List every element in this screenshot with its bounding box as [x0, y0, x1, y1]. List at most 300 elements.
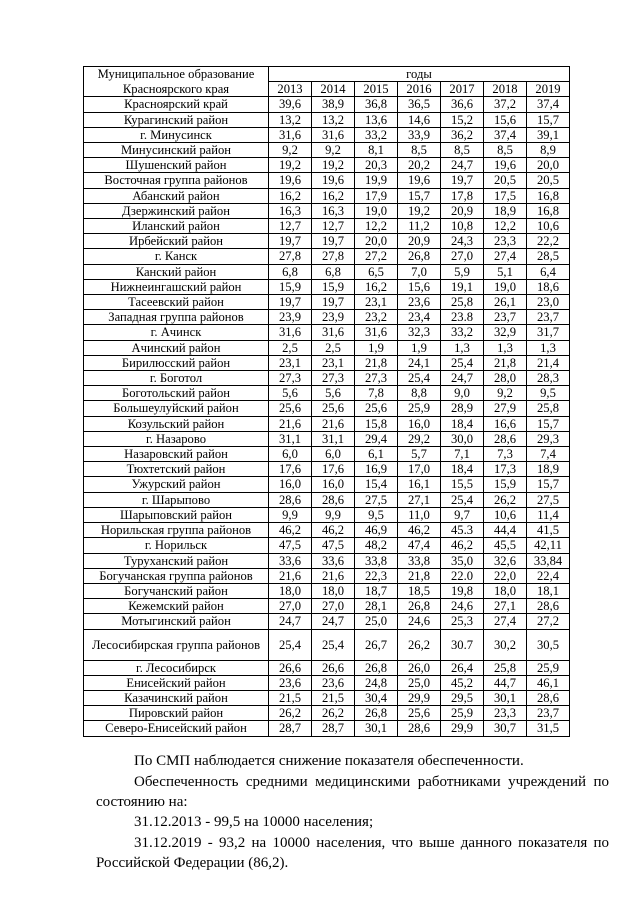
row-value: 5,1 [484, 264, 527, 279]
row-name: Дзержинский район [84, 203, 269, 218]
row-value: 21,8 [398, 568, 441, 583]
row-name: Большеулуйский район [84, 401, 269, 416]
row-value: 16,0 [269, 477, 312, 492]
row-value: 25,0 [355, 614, 398, 629]
row-value: 28,6 [484, 431, 527, 446]
row-value: 19,2 [269, 158, 312, 173]
row-value: 9,0 [441, 386, 484, 401]
row-value: 30,0 [441, 431, 484, 446]
row-value: 45.3 [441, 523, 484, 538]
row-value: 16,8 [527, 203, 570, 218]
row-value: 48,2 [355, 538, 398, 553]
row-value: 30,1 [355, 721, 398, 736]
row-value: 9,9 [269, 507, 312, 522]
row-value: 20,3 [355, 158, 398, 173]
row-value: 27,4 [484, 249, 527, 264]
row-value: 13,2 [312, 112, 355, 127]
row-value: 18,5 [398, 583, 441, 598]
row-value: 32,3 [398, 325, 441, 340]
table-row [84, 173, 570, 188]
header-year: 2013 [269, 82, 312, 97]
row-value: 19,7 [269, 295, 312, 310]
row-value: 12,2 [355, 219, 398, 234]
row-value: 24,6 [398, 614, 441, 629]
row-value: 26,6 [269, 660, 312, 675]
row-value: 11,2 [398, 219, 441, 234]
row-name: г. Шарыпово [84, 492, 269, 507]
row-value: 29,9 [441, 721, 484, 736]
row-value: 35,0 [441, 553, 484, 568]
row-value: 21,6 [269, 416, 312, 431]
row-value: 31,1 [312, 431, 355, 446]
row-value: 6,1 [355, 447, 398, 462]
row-value: 13,2 [269, 112, 312, 127]
row-value: 33,8 [398, 553, 441, 568]
row-value: 7,4 [527, 447, 570, 462]
row-value: 20,9 [441, 203, 484, 218]
row-value: 2,5 [269, 340, 312, 355]
row-value: 25,4 [441, 355, 484, 370]
row-value: 7,0 [398, 264, 441, 279]
row-value: 12,7 [312, 219, 355, 234]
row-value: 16,2 [269, 188, 312, 203]
row-name: Красноярский край [84, 97, 269, 112]
row-value: 27,2 [355, 249, 398, 264]
row-value: 24,1 [398, 355, 441, 370]
row-value: 46,9 [355, 523, 398, 538]
row-value: 23,1 [355, 295, 398, 310]
table-row [84, 295, 570, 310]
row-name: Северо-Енисейский район [84, 721, 269, 736]
row-name: Ужурский район [84, 477, 269, 492]
row-value: 20,9 [398, 234, 441, 249]
row-value: 33,84 [527, 553, 570, 568]
row-name: Канский район [84, 264, 269, 279]
row-value: 37,4 [527, 97, 570, 112]
row-value: 9,9 [312, 507, 355, 522]
header-year: 2019 [527, 82, 570, 97]
row-value: 18,4 [441, 462, 484, 477]
row-value: 11,0 [398, 507, 441, 522]
row-value: 23,6 [312, 675, 355, 690]
row-value: 2,5 [312, 340, 355, 355]
table-row [84, 203, 570, 218]
row-value: 8,5 [484, 143, 527, 158]
row-value: 26,2 [269, 706, 312, 721]
row-value: 26,2 [398, 629, 441, 660]
row-value: 14,6 [398, 112, 441, 127]
row-value: 27,8 [269, 249, 312, 264]
row-value: 25,6 [355, 401, 398, 416]
row-value: 23,6 [398, 295, 441, 310]
row-name: Енисейский район [84, 675, 269, 690]
row-value: 29,3 [527, 431, 570, 446]
row-value: 27,9 [484, 401, 527, 416]
row-value: 19,0 [484, 279, 527, 294]
row-value: 19,7 [441, 173, 484, 188]
row-value: 25,9 [441, 706, 484, 721]
row-value: 29,2 [398, 431, 441, 446]
row-value: 19,1 [441, 279, 484, 294]
row-value: 23,9 [312, 310, 355, 325]
table-row [84, 310, 570, 325]
row-value: 20,5 [527, 173, 570, 188]
row-value: 19,2 [312, 158, 355, 173]
row-value: 6,8 [269, 264, 312, 279]
row-value: 21,6 [312, 416, 355, 431]
row-value: 30,5 [527, 629, 570, 660]
row-value: 33,6 [312, 553, 355, 568]
row-value: 29,5 [441, 690, 484, 705]
row-value: 15,6 [398, 279, 441, 294]
row-value: 6,5 [355, 264, 398, 279]
row-value: 25,8 [441, 295, 484, 310]
row-value: 28,5 [527, 249, 570, 264]
table-row [84, 97, 570, 112]
row-value: 23,1 [312, 355, 355, 370]
row-value: 24,3 [441, 234, 484, 249]
row-value: 18,9 [527, 462, 570, 477]
row-value: 8,9 [527, 143, 570, 158]
row-value: 1,3 [484, 340, 527, 355]
row-value: 17,5 [484, 188, 527, 203]
paragraph-provision-intro: Обеспеченность средними медицинскими работниками учреждений по состоянию на: [96, 774, 609, 810]
row-value: 46,1 [527, 675, 570, 690]
row-value: 17,3 [484, 462, 527, 477]
row-name: Кежемский район [84, 599, 269, 614]
row-value: 25,6 [312, 401, 355, 416]
paragraph-value-2013: 31.12.2013 - 99,5 на 10000 населения; [134, 814, 374, 830]
row-value: 7,8 [355, 386, 398, 401]
row-value: 25,3 [441, 614, 484, 629]
row-value: 15,7 [398, 188, 441, 203]
row-value: 46,2 [312, 523, 355, 538]
row-name: Бирилюсский район [84, 355, 269, 370]
table-body [84, 97, 570, 736]
row-value: 23,7 [484, 310, 527, 325]
row-value: 27,0 [312, 599, 355, 614]
row-name: Иланский район [84, 219, 269, 234]
table-row [84, 371, 570, 386]
row-value: 39,6 [269, 97, 312, 112]
row-value: 18,1 [527, 583, 570, 598]
row-value: 26,8 [355, 706, 398, 721]
row-value: 11,4 [527, 507, 570, 522]
table-row [84, 355, 570, 370]
row-value: 27,0 [441, 249, 484, 264]
row-name: Нижнеингашский район [84, 279, 269, 294]
row-value: 9,5 [355, 507, 398, 522]
row-value: 15,7 [527, 112, 570, 127]
row-value: 26,8 [398, 249, 441, 264]
row-value: 18,7 [355, 583, 398, 598]
header-municipality: Муниципальное образование Красноярского края [84, 67, 269, 97]
row-value: 17,9 [355, 188, 398, 203]
table-row [84, 431, 570, 446]
table-row [84, 706, 570, 721]
table-row [84, 629, 570, 660]
row-value: 16,8 [527, 188, 570, 203]
row-value: 19,2 [398, 203, 441, 218]
row-value: 31,6 [312, 127, 355, 142]
table-row [84, 553, 570, 568]
row-value: 28,6 [312, 492, 355, 507]
row-name: Казачинский район [84, 690, 269, 705]
row-value: 5,9 [441, 264, 484, 279]
row-value: 33,8 [355, 553, 398, 568]
row-value: 24,7 [441, 158, 484, 173]
row-name: г. Канск [84, 249, 269, 264]
row-name: Западная группа районов [84, 310, 269, 325]
row-value: 23,3 [484, 234, 527, 249]
row-value: 9,5 [527, 386, 570, 401]
row-value: 44,7 [484, 675, 527, 690]
row-value: 8,5 [398, 143, 441, 158]
row-value: 29,9 [398, 690, 441, 705]
row-value: 10,8 [441, 219, 484, 234]
row-value: 21,8 [355, 355, 398, 370]
row-value: 26,6 [312, 660, 355, 675]
row-value: 25,4 [441, 492, 484, 507]
table-row [84, 188, 570, 203]
row-value: 21,6 [312, 568, 355, 583]
row-name: Пировский район [84, 706, 269, 721]
row-value: 28,0 [484, 371, 527, 386]
row-value: 8,8 [398, 386, 441, 401]
row-value: 1,9 [398, 340, 441, 355]
row-value: 19,9 [355, 173, 398, 188]
row-value: 7,1 [441, 447, 484, 462]
row-value: 19,7 [269, 234, 312, 249]
row-value: 36,6 [441, 97, 484, 112]
row-value: 31,5 [527, 721, 570, 736]
row-value: 31,6 [355, 325, 398, 340]
row-value: 30,7 [484, 721, 527, 736]
row-name: Тасеевский район [84, 295, 269, 310]
row-value: 16,1 [398, 477, 441, 492]
row-value: 36,8 [355, 97, 398, 112]
row-value: 28,6 [398, 721, 441, 736]
row-value: 17,0 [398, 462, 441, 477]
row-value: 19,6 [484, 158, 527, 173]
row-value: 26,1 [484, 295, 527, 310]
row-value: 28,7 [269, 721, 312, 736]
row-value: 1,3 [527, 340, 570, 355]
row-value: 6,0 [269, 447, 312, 462]
row-value: 9,7 [441, 507, 484, 522]
row-value: 18,0 [312, 583, 355, 598]
row-value: 17,8 [441, 188, 484, 203]
row-value: 22,2 [527, 234, 570, 249]
table-row [84, 538, 570, 553]
row-value: 21,4 [527, 355, 570, 370]
row-value: 20,5 [484, 173, 527, 188]
row-value: 31,1 [269, 431, 312, 446]
row-value: 24,6 [441, 599, 484, 614]
row-value: 32,9 [484, 325, 527, 340]
row-value: 9,2 [269, 143, 312, 158]
row-value: 15,9 [312, 279, 355, 294]
row-value: 28,9 [441, 401, 484, 416]
row-value: 23,1 [269, 355, 312, 370]
table-row [84, 583, 570, 598]
row-value: 27,3 [269, 371, 312, 386]
row-value: 27,3 [355, 371, 398, 386]
table-row [84, 477, 570, 492]
row-name: Назаровский район [84, 447, 269, 462]
row-value: 20,0 [355, 234, 398, 249]
row-name: Богучанская группа районов [84, 568, 269, 583]
row-value: 38,9 [312, 97, 355, 112]
row-value: 31,7 [527, 325, 570, 340]
row-name: г. Минусинск [84, 127, 269, 142]
row-value: 20,0 [527, 158, 570, 173]
table-row [84, 158, 570, 173]
table-row [84, 219, 570, 234]
table-row [84, 507, 570, 522]
row-name: Мотыгинский район [84, 614, 269, 629]
row-value: 33,6 [269, 553, 312, 568]
paragraph-smp-decline: По СМП наблюдается снижение показателя обеспеченности. [134, 753, 524, 769]
row-value: 31,6 [269, 127, 312, 142]
row-value: 25,6 [269, 401, 312, 416]
row-value: 16,6 [484, 416, 527, 431]
row-value: 9,2 [312, 143, 355, 158]
row-value: 1,3 [441, 340, 484, 355]
row-value: 10,6 [527, 219, 570, 234]
row-value: 19,0 [355, 203, 398, 218]
row-value: 36,2 [441, 127, 484, 142]
row-value: 13,6 [355, 112, 398, 127]
row-value: 41,5 [527, 523, 570, 538]
table-row [84, 690, 570, 705]
table-row [84, 264, 570, 279]
row-value: 27,2 [527, 614, 570, 629]
row-value: 30.7 [441, 629, 484, 660]
row-name: Туруханский район [84, 553, 269, 568]
row-name: Боготольский район [84, 386, 269, 401]
table-row [84, 523, 570, 538]
row-value: 25,6 [398, 706, 441, 721]
row-value: 19,8 [441, 583, 484, 598]
row-name: Курагинский район [84, 112, 269, 127]
row-name: Тюхтетский район [84, 462, 269, 477]
row-value: 20,2 [398, 158, 441, 173]
row-value: 27,0 [269, 599, 312, 614]
row-value: 25,4 [269, 629, 312, 660]
row-value: 18,0 [484, 583, 527, 598]
row-value: 39,1 [527, 127, 570, 142]
row-value: 28,6 [527, 690, 570, 705]
table-row [84, 462, 570, 477]
row-value: 22.0 [441, 568, 484, 583]
row-value: 15,7 [527, 416, 570, 431]
row-value: 19,7 [312, 234, 355, 249]
row-value: 47,4 [398, 538, 441, 553]
row-value: 26,4 [441, 660, 484, 675]
row-value: 30,1 [484, 690, 527, 705]
row-name: Абанский район [84, 188, 269, 203]
row-name: Восточная группа районов [84, 173, 269, 188]
row-value: 23,9 [269, 310, 312, 325]
row-value: 16,9 [355, 462, 398, 477]
row-value: 15,9 [269, 279, 312, 294]
table-row [84, 234, 570, 249]
row-value: 19,6 [312, 173, 355, 188]
row-value: 27,5 [527, 492, 570, 507]
row-value: 23,0 [527, 295, 570, 310]
row-value: 5,6 [269, 386, 312, 401]
row-name: Богучанский район [84, 583, 269, 598]
row-value: 26,2 [484, 492, 527, 507]
table-row [84, 599, 570, 614]
row-value: 22,0 [484, 568, 527, 583]
row-value: 27,5 [355, 492, 398, 507]
row-value: 25,8 [527, 401, 570, 416]
row-value: 27,3 [312, 371, 355, 386]
row-value: 24,7 [441, 371, 484, 386]
row-value: 19,6 [398, 173, 441, 188]
row-value: 26,7 [355, 629, 398, 660]
row-value: 47,5 [312, 538, 355, 553]
row-value: 27,1 [484, 599, 527, 614]
table-row [84, 721, 570, 736]
row-value: 21,6 [269, 568, 312, 583]
row-value: 37,2 [484, 97, 527, 112]
row-value: 46,2 [441, 538, 484, 553]
row-value: 46,2 [269, 523, 312, 538]
table-row [84, 325, 570, 340]
row-value: 45,5 [484, 538, 527, 553]
row-value: 28,1 [355, 599, 398, 614]
row-value: 28,3 [527, 371, 570, 386]
row-value: 26,8 [355, 660, 398, 675]
header-year: 2015 [355, 82, 398, 97]
row-value: 33,2 [355, 127, 398, 142]
row-name: Шарыповский район [84, 507, 269, 522]
row-value: 28,6 [269, 492, 312, 507]
row-value: 23,7 [527, 310, 570, 325]
row-value: 24,8 [355, 675, 398, 690]
row-value: 18,0 [269, 583, 312, 598]
header-year: 2017 [441, 82, 484, 97]
row-value: 15,4 [355, 477, 398, 492]
row-value: 25,9 [398, 401, 441, 416]
row-value: 25,0 [398, 675, 441, 690]
row-value: 24,7 [269, 614, 312, 629]
row-value: 19,7 [312, 295, 355, 310]
row-name: г. Лесосибирск [84, 660, 269, 675]
row-value: 15,7 [527, 477, 570, 492]
table-row [84, 112, 570, 127]
row-name: Козульский район [84, 416, 269, 431]
row-value: 26,8 [398, 599, 441, 614]
row-value: 45,2 [441, 675, 484, 690]
row-value: 8,5 [441, 143, 484, 158]
row-value: 6,8 [312, 264, 355, 279]
row-value: 42,11 [527, 538, 570, 553]
row-value: 8,1 [355, 143, 398, 158]
row-value: 24,7 [312, 614, 355, 629]
row-value: 26,0 [398, 660, 441, 675]
row-value: 23.8 [441, 310, 484, 325]
row-value: 26,2 [312, 706, 355, 721]
row-value: 1,9 [355, 340, 398, 355]
row-value: 30,2 [484, 629, 527, 660]
row-value: 25,9 [527, 660, 570, 675]
row-value: 44,4 [484, 523, 527, 538]
row-value: 18,9 [484, 203, 527, 218]
